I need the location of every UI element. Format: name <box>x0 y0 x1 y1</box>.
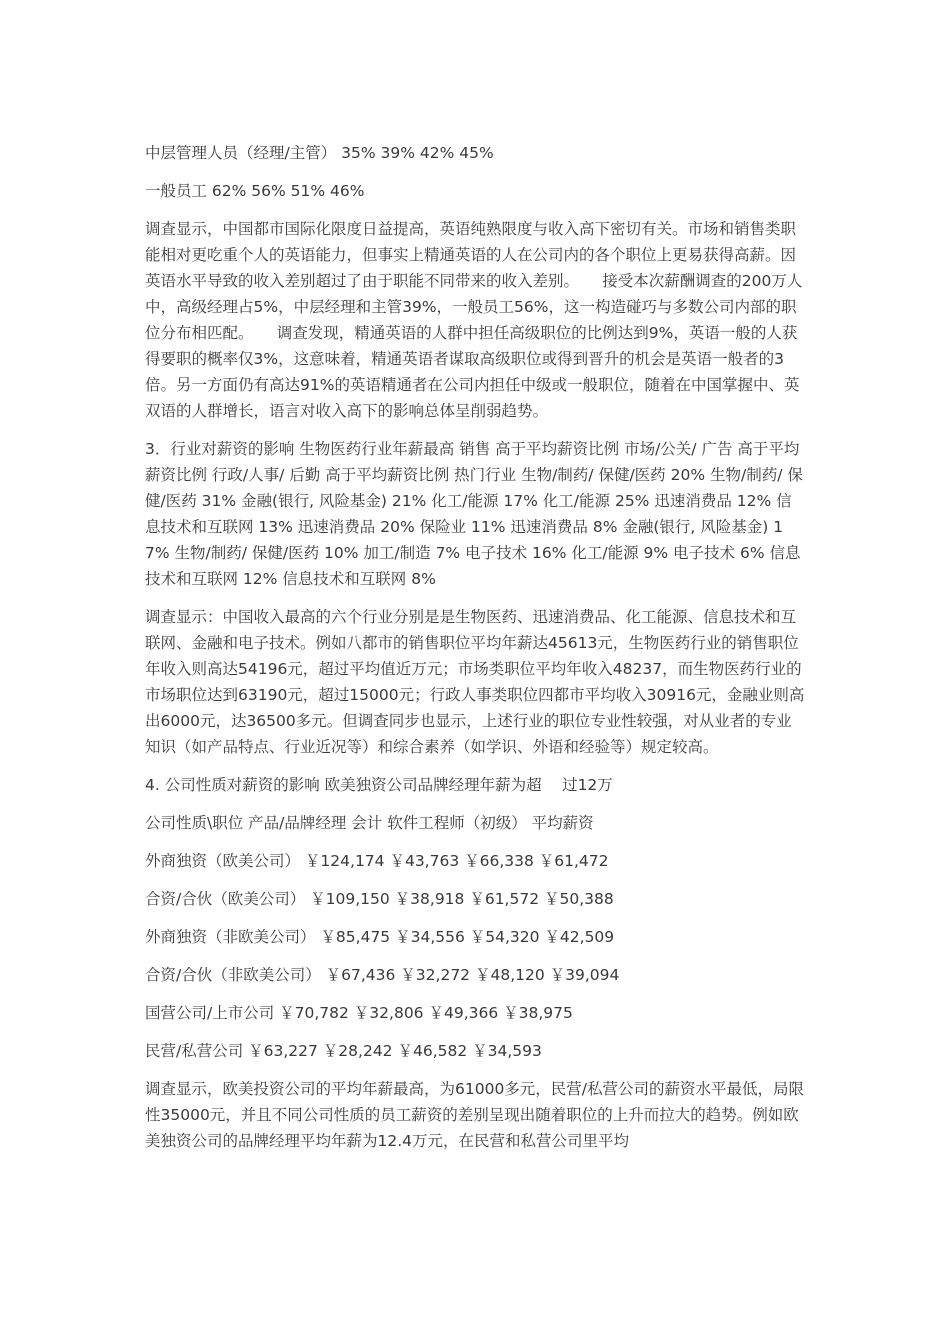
salary-row: 外商独资（欧美公司） ￥124,174 ￥43,763 ￥66,338 ￥61,472 <box>145 852 609 870</box>
salary-table-header: 公司性质\职位 产品/品牌经理 会计 软件工程师（初级） 平均薪资 <box>145 814 594 832</box>
industry-section-paragraph: 3．行业对薪资的影响 生物医药行业年薪最高 销售 高于平均薪资比例 市场/公关/ 广告 高于平均薪资比例 行政/人事/ 后勤 高于平均薪资比例 热门行业 生物/制药/ 保健/医药 20% 生物/制药/ 保健/医药 31% 金融(银行, 风险基金) 21% 化工/能源 17% 化工/能源 25% 迅速消费品 12% 信息技术和互联网 13% 迅速消费品 20% 保险业 11% 迅速消费品 8% 金融(银行, 风险基金) 17% 生物/制药/ 保健/医药 10% 加工/制造 7% 电子技术 16% 化工/能源 9% 电子技术 6% 信息技术和互联网 12% 信息技术和互联网 8% <box>145 440 803 588</box>
company-type-heading: 4. 公司性质对薪资的影响 欧美独资公司品牌经理年薪为超 过12万 <box>145 776 613 794</box>
salary-row: 合资/合伙（欧美公司） ￥109,150 ￥38,918 ￥61,572 ￥50,388 <box>145 890 614 908</box>
company-survey-paragraph: 调查显示，欧美投资公司的平均年薪最高，为61000多元，民营/私营公司的薪资水平最低，局限性35000元，并且不同公司性质的员工薪资的差别呈现出随着职位的上升而拉大的趋势。例如欧美独资公司的品牌经理平均年薪为12.4万元，在民营和私营公司里平均 <box>145 1080 805 1150</box>
salary-row: 民营/私营公司 ￥63,227 ￥28,242 ￥46,582 ￥34,593 <box>145 1042 542 1060</box>
mid-management-row: 中层管理人员（经理/主管） 35% 39% 42% 45% <box>145 144 494 162</box>
salary-row: 外商独资（非欧美公司） ￥85,475 ￥34,556 ￥54,320 ￥42,509 <box>145 928 615 946</box>
industry-survey-paragraph: 调查显示：中国收入最高的六个行业分别是是生物医药、迅速消费品、化工能源、信息技术和互联网、金融和电子技术。例如八都市的销售职位平均年薪达45613元，生物医药行业的销售职位年收入则高达54196元，超过平均值近万元；市场类职位平均年收入48237，而生物医药行业的市场职位达到63190元，超过15000元；行政人事类职位四都市平均收入30916元，金融业则高出6000元，达36500多元。但调查同步也显示，上述行业的职位专业性较强，对从业者的专业知识（如产品特点、行业近况等）和综合素养（如学识、外语和经验等）规定较高。 <box>145 608 805 756</box>
salary-row: 国营公司/上市公司 ￥70,782 ￥32,806 ￥49,366 ￥38,975 <box>145 1004 573 1022</box>
document-page <box>145 140 805 1166</box>
salary-row: 合资/合伙（非欧美公司） ￥67,436 ￥32,272 ￥48,120 ￥39,094 <box>145 966 620 984</box>
general-staff-row: 一般员工 62% 56% 51% 46% <box>145 182 365 200</box>
english-survey-paragraph: 调查显示，中国都市国际化限度日益提高，英语纯熟限度与收入高下密切有关。市场和销售类职能相对更吃重个人的英语能力，但事实上精通英语的人在公司内的各个职位上更易获得高薪。因英语水平导致的收入差别超过了由于职能不同带来的收入差别。 接受本次薪酬调查的200万人中，高级经理占5%，中层经理和主管39%，一般员工56%，这一构造碰巧与多数公司内部的职位分布相匹配。 调查发现，精通英语的人群中担任高级职位的比例达到9%，英语一般的人获得要职的概率仅3%，这意味着，精通英语者谋取高级职位或得到晋升的机会是英语一般者的3倍。另一方面仍有高达91%的英语精通者在公司内担任中级或一般职位，随着在中国掌握中、英双语的人群增长，语言对收入高下的影响总体呈削弱趋势。 <box>145 220 803 420</box>
